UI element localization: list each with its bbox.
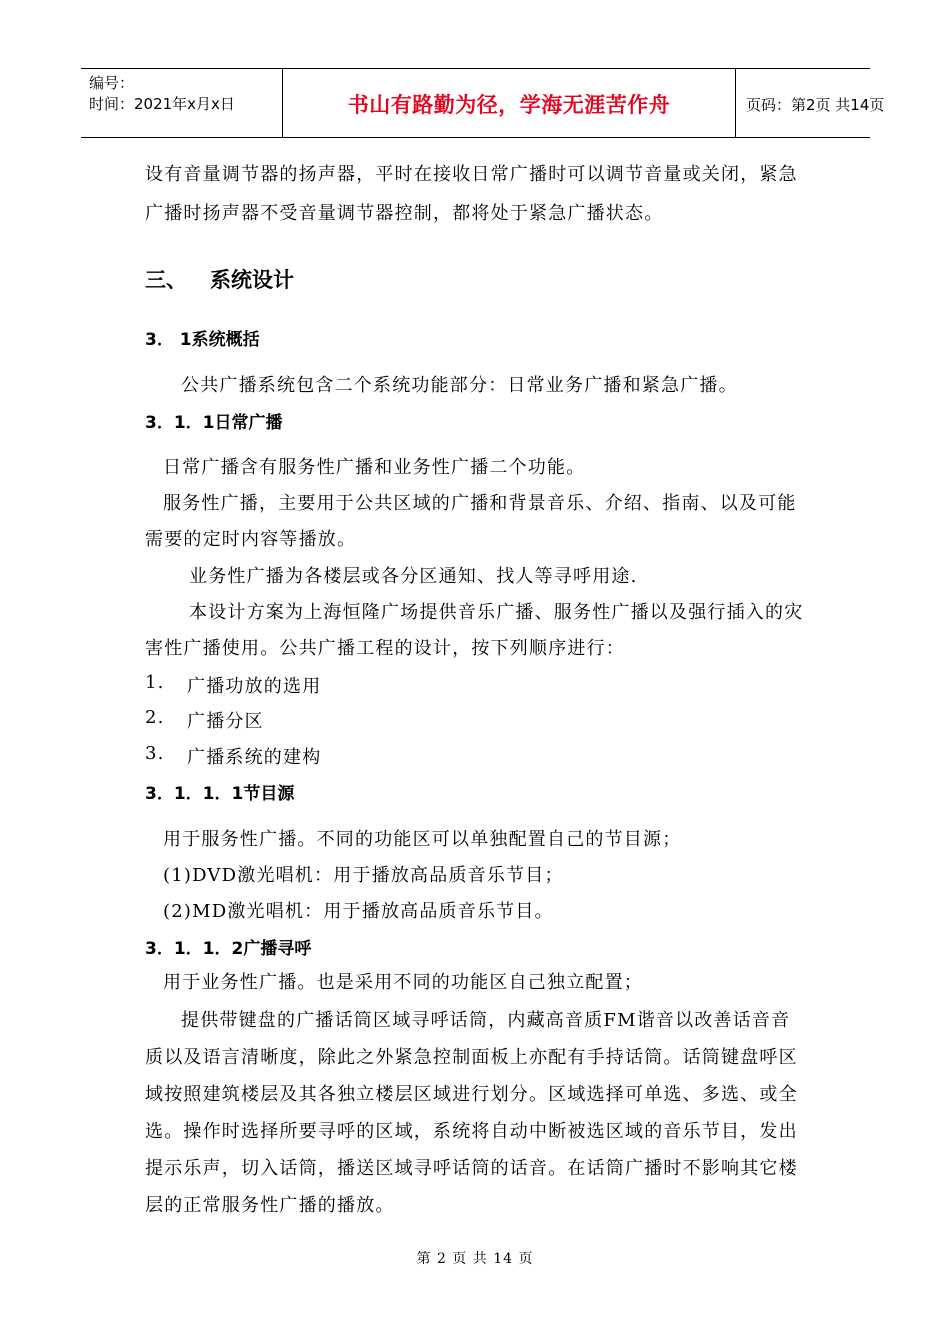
- paragraph-line: 服务性广播，主要用于公共区域的广播和背景音乐、介绍、指南、以及可能: [163, 493, 797, 514]
- section-title: 系统设计: [210, 268, 294, 292]
- subsection-heading: 3．1．1．2广播寻呼: [145, 939, 312, 959]
- list-item-number: 1.: [145, 672, 165, 693]
- paragraph-line: (1)DVD激光唱机：用于播放高品质音乐节目；: [163, 865, 564, 886]
- list-item-number: 3.: [145, 743, 165, 764]
- paragraph-line: 质以及语言清晰度，除此之外紧急控制面板上亦配有手持话筒。话筒键盘呼区: [145, 1047, 798, 1068]
- subsection-heading: 3． 1系统概括: [145, 330, 260, 350]
- header-right-cell: [736, 69, 885, 137]
- header-left-cell: [81, 69, 283, 137]
- header-motto-cell: [283, 69, 736, 137]
- page-info: 页码：第2页 共14页: [746, 96, 885, 114]
- page-header: [81, 68, 885, 138]
- paragraph-line: 用于业务性广播。也是采用不同的功能区自己独立配置；: [163, 972, 643, 993]
- paragraph-line: 广播时扬声器不受音量调节器控制，都将处于紧急广播状态。: [145, 203, 664, 224]
- paragraph-line: 用于服务性广播。不同的功能区可以单独配置自己的节目源；: [163, 829, 682, 850]
- paragraph-line: 公共广播系统包含二个系统功能部分：日常业务广播和紧急广播。: [181, 375, 738, 396]
- subsection-heading: 3．1．1日常广播: [145, 413, 283, 433]
- paragraph-line: 本设计方案为上海恒隆广场提供音乐广播、服务性广播以及强行插入的灾: [189, 602, 804, 623]
- section-number: 三、: [145, 268, 187, 292]
- paragraph-line: 层的正常服务性广播的播放。: [145, 1195, 395, 1216]
- paragraph-line: 害性广播使用。公共广播工程的设计，按下列顺序进行：: [145, 638, 625, 659]
- header-motto: 书山有路勤为径，学海无涯苦作舟: [347, 93, 671, 117]
- paragraph-line: 提示乐声，切入话筒，播送区域寻呼话筒的话音。在话筒广播时不影响其它楼: [145, 1158, 798, 1179]
- subsection-heading: 3．1．1．1节目源: [145, 784, 295, 804]
- list-item: 广播功放的选用: [187, 676, 322, 697]
- list-item: 广播分区: [187, 711, 264, 732]
- number-label: 编号：: [89, 74, 135, 92]
- list-item-number: 2.: [145, 707, 165, 728]
- paragraph-line: 设有音量调节器的扬声器，平时在接收日常广播时可以调节音量或关闭，紧急: [145, 164, 798, 185]
- paragraph-line: 日常广播含有服务性广播和业务性广播二个功能。: [163, 457, 586, 478]
- page-footer: 第 2 页 共 14 页: [416, 1251, 534, 1267]
- paragraph-line: 需要的定时内容等播放。: [145, 529, 357, 550]
- paragraph-line: 提供带键盘的广播话筒区域寻呼话筒，内藏高音质FM谐音以改善话音音: [181, 1010, 791, 1031]
- time-label: 时间：2021年x月x日: [89, 95, 235, 113]
- paragraph-line: (2)MD激光唱机：用于播放高品质音乐节目。: [163, 901, 554, 922]
- paragraph-line: 业务性广播为各楼层或各分区通知、找人等寻呼用途.: [189, 566, 638, 587]
- list-item: 广播系统的建构: [187, 747, 322, 768]
- paragraph-line: 域按照建筑楼层及其各独立楼层区域进行划分。区域选择可单选、多选、或全: [145, 1084, 798, 1105]
- paragraph-line: 选。操作时选择所要寻呼的区域，系统将自动中断被选区域的音乐节目，发出: [145, 1121, 798, 1142]
